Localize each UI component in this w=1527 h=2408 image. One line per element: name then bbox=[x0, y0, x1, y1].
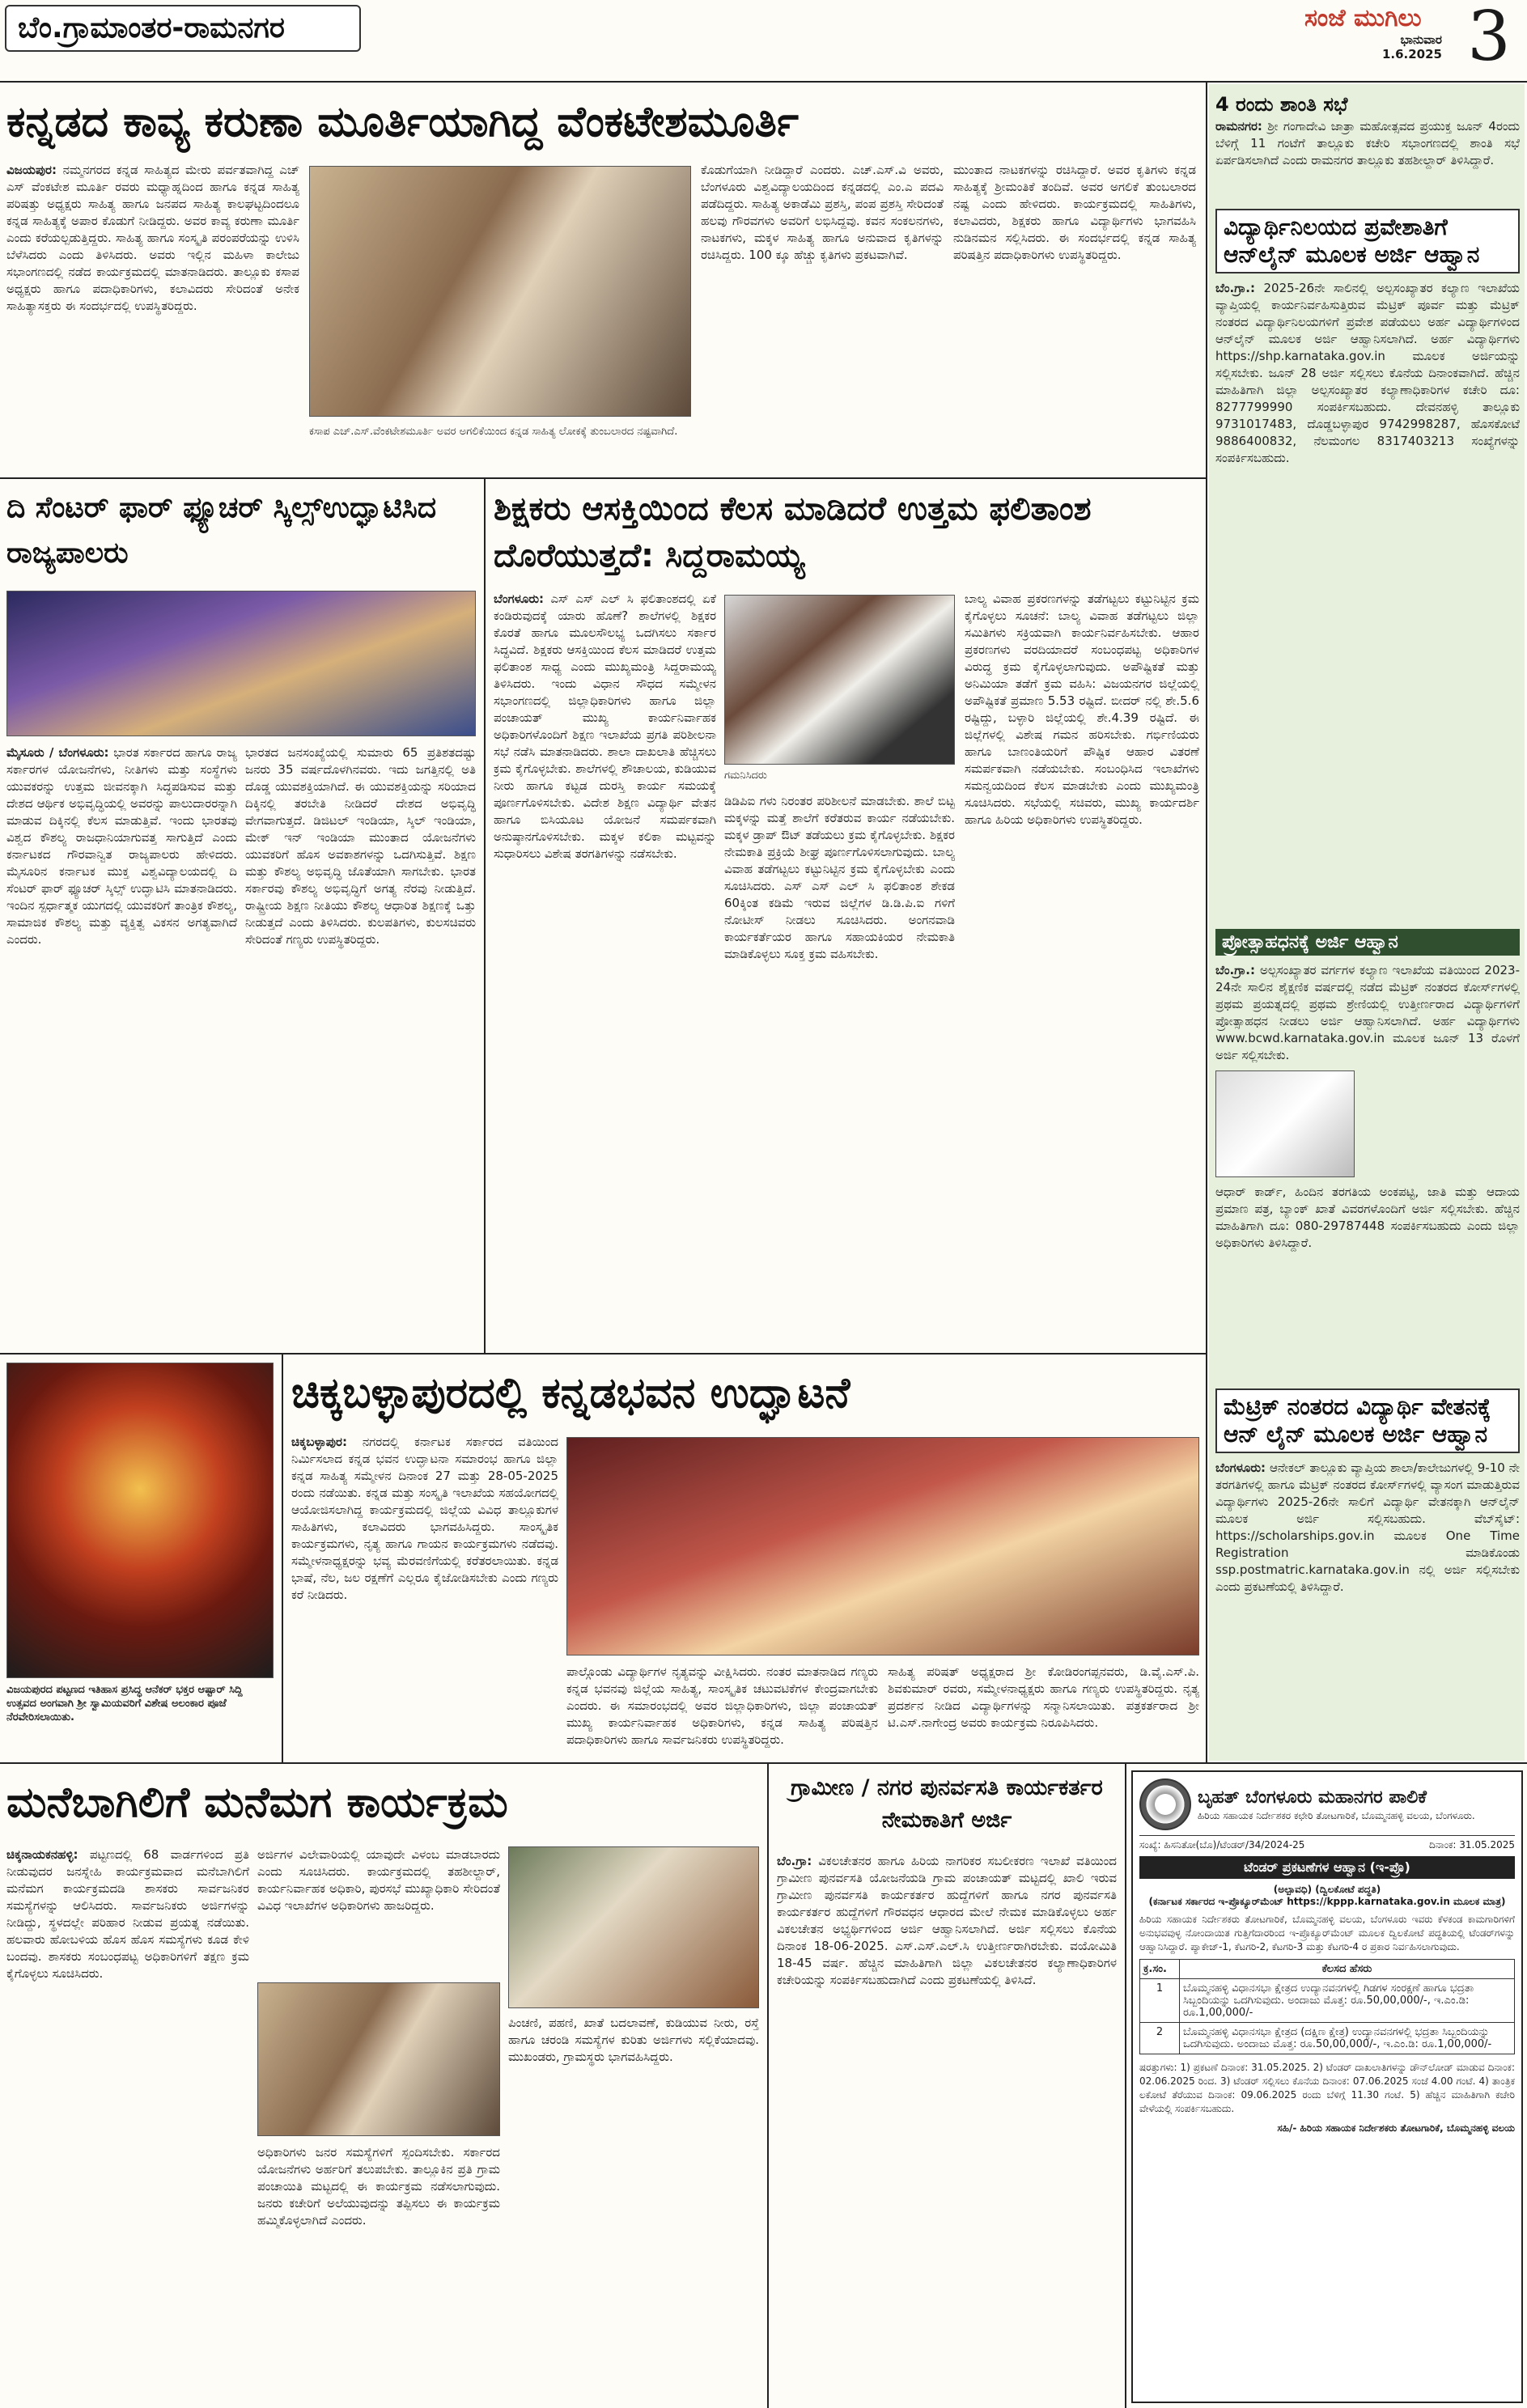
article-2-headline: ದಿ ಸೆಂಟರ್ ಫಾರ್ ಫ್ಯೂಚರ್ ಸ್ಕಿಲ್ಸ್‌ಉದ್ಘಾಟಿಸಿದ ರಾಜ್ಯಪಾಲರು bbox=[6, 491, 437, 570]
tender-notes: ಷರತ್ತುಗಳು: 1) ಪ್ರಕಟಣೆ ದಿನಾಂಕ: 31.05.2025. 2) ಟೆಂಡರ್ ದಾಖಲಾತಿಗಳನ್ನು ಡೌನ್‌ಲೋಡ್ ಮಾಡುವ ದಿನಾಂಕ: 02.06.2025 ರಿಂದ. 3) ಟೆಂಡರ್ ಸಲ್ಲಿಸಲು ಕೊನೆಯ ದಿನಾಂಕ: 07.06.2025 ಸಂಜೆ 4.00 ಗಂಟೆ. 4) ತಾಂತ್ರಿಕ ಲಕೋಟೆ ತೆರೆಯುವ ದಿನಾಂಕ: 09.06.2025 ರಂದು ಬೆಳಿಗ್ಗೆ 11.30 ಗಂಟೆ. 5) ಹೆಚ್ಚಿನ ಮಾಹಿತಿಗಾಗಿ ಕಚೇರಿ ವೇಳೆಯಲ್ಲಿ ಸಂಪರ್ಕಿಸಬಹುದು. bbox=[1139, 2062, 1515, 2114]
tender-table bbox=[1139, 1959, 1515, 2054]
sidebar-4 bbox=[1215, 1388, 1520, 1757]
row-sl: 1 bbox=[1140, 1979, 1180, 2023]
sidebar-1 bbox=[1215, 91, 1520, 204]
tender-notice bbox=[1131, 1770, 1523, 2403]
tender-intro: ಹಿರಿಯ ಸಹಾಯಕ ನಿರ್ದೇಶಕರು ತೋಟಗಾರಿಕೆ, ಬೊಮ್ಮನಹಳ್ಳಿ ವಲಯ, ಬೆಂಗಳೂರು ಇವರು ಕೆಳಕಂಡ ಕಾಮಗಾರಿಗಳಿಗೆ ಅನುಭವವುಳ್ಳ ನೋಂದಾಯಿತ ಗುತ್ತಿಗೆದಾರರಿಂದ ಇ-ಪ್ರೊಕ್ಯೂರ್‌ಮೆಂಟ್ ಮೂಲಕ ದ್ವಿಲಕೋಟೆ ಪದ್ಧತಿಯಲ್ಲಿ ಟೆಂಡರ್‌ಗಳನ್ನು ಆಹ್ವಾನಿಸಿದ್ದಾರೆ. ಪ್ಯಾಕೇಜ್-1, ಕೆಟಗರಿ-2, ಕೆಟಗರಿ-3 ಮತ್ತು ಕೆಟಗರಿ-4 ರ ಪ್ರಕಾರ ನಿರ್ವಹಿಸಲಾಗುವುದು. bbox=[1139, 1914, 1515, 1952]
article-1-caption: ಕಸಾಪ ಎಚ್.ಎಸ್.ವೆಂಕಟೇಶಮೂರ್ತಿ ಅವರ ಅಗಲಿಕೆಯಿಂದ ಕನ್ನಡ ಸಾಹಿತ್ಯ ಲೋಕಕ್ಕೆ ತುಂಬಲಾರದ ನಷ್ಟವಾಗಿದೆ. bbox=[309, 426, 678, 438]
article-1-dateline: ವಿಜಯಪುರ: bbox=[6, 163, 57, 177]
bbmp-emblem-icon bbox=[1139, 1778, 1191, 1830]
article-3-col3: ಬಾಲ್ಯ ವಿವಾಹ ಪ್ರಕರಣಗಳನ್ನು ತಡೆಗಟ್ಟಲು ಕಟ್ಟುನಿಟ್ಟಿನ ಕ್ರಮ ಕೈಗೊಳ್ಳಲು ಸೂಚನೆ: ಬಾಲ್ಯ ವಿವಾಹ ತಡೆಗಟ್ಟಲು ಜಿಲ್ಲಾ ಸಮಿತಿಗಳು ಸಕ್ರಿಯವಾಗಿ ಕಾರ್ಯನಿರ್ವಹಿಸಬೇಕು. ಆಹಾರ ಪ್ರಕರಣಗಳು ವರದಿಯಾದರೆ ಸಂಬಂಧಪಟ್ಟ ಅಧಿಕಾರಿಗಳ ವಿರುದ್ಧ ಕ್ರಮ ಕೈಗೊಳ್ಳಲಾಗುವುದು. ಅಪೌಷ್ಟಿಕತೆ ಮತ್ತು ಅನಿಮಿಯಾ ತಡೆಗೆ ಕ್ರಮ ವಹಿಸಿ: ವಿಜಯನಗರ ಜಿಲ್ಲೆಯಲ್ಲಿ ಅಪೌಷ್ಟಿಕತೆ ಪ್ರಮಾಣ 5.53 ರಷ್ಟಿದೆ. ಬೀದರ್ ನಲ್ಲಿ ಶೇ.5.6 ರಷ್ಟಿದ್ದು, ಬಳ್ಳಾರಿ ಜಿಲ್ಲೆಯಲ್ಲಿ ಶೇ.4.39 ರಷ್ಟಿದೆ. ಈ ಜಿಲ್ಲೆಗಳಲ್ಲಿ ವಿಶೇಷ ಗಮನ ಹರಿಸಬೇಕು. ಗರ್ಭಿಣಿಯರು ಹಾಗೂ ಬಾಣಂತಿಯರಿಗೆ ಪೌಷ್ಟಿಕ ಆಹಾರ ವಿತರಣೆ ಸಮರ್ಪಕವಾಗಿ ನಡೆಯಬೇಕು. ಸಂಬಂಧಿಸಿದ ಇಲಾಖೆಗಳು ಸಮನ್ವಯದಿಂದ ಕೆಲಸ ಮಾಡಬೇಕು ಎಂದು ಮುಖ್ಯಮಂತ್ರಿ ಸೂಚಿಸಿದರು. ಸಭೆಯಲ್ಲಿ ಸಚಿವರು, ಮುಖ್ಯ ಕಾರ್ಯದರ್ಶಿ ಹಾಗೂ ಹಿರಿಯ ಅಧಿಕಾರಿಗಳು ಉಪಸ್ಥಿತರಿದ್ದರು. bbox=[965, 591, 1199, 827]
article-5-col4: ಪಿಂಚಣಿ, ಪಹಣಿ, ಖಾತೆ ಬದಲಾವಣೆ, ಕುಡಿಯುವ ನೀರು, ರಸ್ತೆ ಹಾಗೂ ಚರಂಡಿ ಸಮಸ್ಯೆಗಳ ಕುರಿತು ಅರ್ಜಿಗಳು ಸಲ್ಲಿಕೆಯಾದವು. ಮುಖಂಡರು, ಗ್ರಾಮಸ್ಥರು ಭಾಗವಹಿಸಿದ್ದರು. bbox=[508, 2016, 759, 2064]
sidebar-1-body: ರಾಮನಗರ: ಶ್ರೀ ಗಂಗಾದೇವಿ ಜಾತ್ರಾ ಮಹೋತ್ಸವದ ಪ್ರಯುಕ್ತ ಜೂನ್ 4ರಂದು ಬೆಳಿಗ್ಗೆ 11 ಗಂಟೆಗೆ ತಾಲ್ಲೂಕು ಕಚೇರಿ ಸಭಾಂಗಣದಲ್ಲಿ ಶಾಂತಿ ಸಭೆ ಏರ್ಪಡಿಸಲಾಗಿದೆ ಎಂದು ರಾಮನಗರ ತಾಲ್ಲೂಕು ತಹಶೀಲ್ದಾರ್ ತಿಳಿಸಿದ್ದಾರೆ. bbox=[1215, 119, 1520, 167]
article-2-photo bbox=[6, 591, 476, 736]
article-4-col1: ಚಿಕ್ಕಬಳ್ಳಾಪುರ: ನಗರದಲ್ಲಿ ಕರ್ನಾಟಕ ಸರ್ಕಾರದ ವತಿಯಿಂದ ನಿರ್ಮಿಸಲಾದ ಕನ್ನಡ ಭವನ ಉದ್ಘಾಟನಾ ಸಮಾರಂಭ ಹಾಗೂ ಜಿಲ್ಲಾ ಕನ್ನಡ ಸಾಹಿತ್ಯ ಸಮ್ಮೇಳನ ದಿನಾಂಕ 27 ಮತ್ತು 28-05-2025 ರಂದು ನಡೆಯಿತು. ಕನ್ನಡ ಮತ್ತು ಸಂಸ್ಕೃತಿ ಇಲಾಖೆಯ ಸಹಯೋಗದಲ್ಲಿ ಆಯೋಜಿಸಲಾಗಿದ್ದ ಕಾರ್ಯಕ್ರಮದಲ್ಲಿ ಜಿಲ್ಲೆಯ ವಿವಿಧ ತಾಲ್ಲೂಕುಗಳ ಸಾಹಿತಿಗಳು, ಕಲಾವಿದರು ಭಾಗವಹಿಸಿದ್ದರು. ಸಾಂಸ್ಕೃತಿಕ ಕಾರ್ಯಕ್ರಮಗಳು, ನೃತ್ಯ ಹಾಗೂ ಗಾಯನ ಕಾರ್ಯಕ್ರಮಗಳು ನಡೆದವು. ಸಮ್ಮೇಳನಾಧ್ಯಕ್ಷರನ್ನು ಭವ್ಯ ಮೆರವಣಿಗೆಯಲ್ಲಿ ಕರೆತರಲಾಯಿತು. ಕನ್ನಡ ಭಾಷೆ, ನೆಲ, ಜಲ ರಕ್ಷಣೆಗೆ ಎಲ್ಲರೂ ಕೈಜೋಡಿಸಬೇಕು ಎಂದು ಗಣ್ಯರು ಕರೆ ನೀಡಿದರು. bbox=[291, 1435, 558, 1602]
table-row bbox=[1140, 2023, 1515, 2054]
article-4-photo bbox=[566, 1437, 1199, 1656]
tender-banner: ಟೆಂಡರ್ ಪ್ರಕಟಣೆಗಳ ಆಹ್ವಾನ (ಇ-ಪ್ರೊ) bbox=[1139, 1856, 1515, 1879]
article-4-col2: ಪಾಲ್ಗೊಂಡು ವಿದ್ಯಾರ್ಥಿಗಳ ನೃತ್ಯವನ್ನು ವೀಕ್ಷಿಸಿದರು. ನಂತರ ಮಾತನಾಡಿದ ಗಣ್ಯರು ಕನ್ನಡ ಭವನವು ಜಿಲ್ಲೆಯ ಸಾಹಿತ್ಯ, ಸಾಂಸ್ಕೃತಿಕ ಚಟುವಟಿಕೆಗಳ ಕೇಂದ್ರವಾಗಬೇಕು ಎಂದರು. ಈ ಸಮಾರಂಭದಲ್ಲಿ ಅವರ ಜಿಲ್ಲಾಧಿಕಾರಿಗಳು, ಜಿಲ್ಲಾ ಪಂಚಾಯತ್ ಮುಖ್ಯ ಕಾರ್ಯನಿರ್ವಾಹಕ ಅಧಿಕಾರಿಗಳು, ಕನ್ನಡ ಸಾಹಿತ್ಯ ಪರಿಷತ್ತಿನ ಪದಾಧಿಕಾರಿಗಳು ಹಾಗೂ ಸಾರ್ವಜನಿಕರು ಉಪಸ್ಥಿತರಿದ್ದರು. bbox=[566, 1664, 878, 1747]
article-5-photo-2 bbox=[508, 1846, 759, 2008]
sidebar-2 bbox=[1215, 209, 1520, 921]
section-tag bbox=[5, 5, 361, 52]
tender-ref: ಸಂಖ್ಯೆ: ಹಿಸನಿತೋ(ಬೊ)/ಟೆಂಡರ್/34/2024-25 bbox=[1139, 1839, 1305, 1851]
article-3-caption: ಗಮನಿಸಿದರು bbox=[724, 769, 767, 782]
issue-date: 1.6.2025 bbox=[1381, 47, 1442, 61]
article-6-body: ಬೆಂ.ಗ್ರಾ: ವಿಕಲಚೇತನರ ಹಾಗೂ ಹಿರಿಯ ನಾಗರಿಕರ ಸಬಲೀಕರಣ ಇಲಾಖೆ ವತಿಯಿಂದ ಗ್ರಾಮೀಣ ಪುನರ್ವಸತಿ ಯೋಜನೆಯಡಿ ಗ್ರಾಮ ಪಂಚಾಯತ್ ಮಟ್ಟದಲ್ಲಿ ಖಾಲಿ ಇರುವ ಗ್ರಾಮೀಣ ಪುನರ್ವಸತಿ ಕಾರ್ಯಕರ್ತರ ಹುದ್ದೆಗಳಿಗೆ ಹಾಗೂ ನಗರ ಪುನರ್ವಸತಿ ಕಾರ್ಯಕರ್ತರ ಹುದ್ದೆಗಳಿಗೆ ಗೌರವಧನ ಆಧಾರದ ಮೇಲೆ ನೇಮಕ ಮಾಡಿಕೊಳ್ಳಲು ಅರ್ಹ ವಿಕಲಚೇತನ ಅಭ್ಯರ್ಥಿಗಳಿಂದ ಅರ್ಜಿ ಆಹ್ವಾನಿಸಲಾಗಿದೆ. ಅರ್ಜಿ ಸಲ್ಲಿಸಲು ಕೊನೆಯ ದಿನಾಂಕ 18-06-2025. ಎಸ್.ಎಸ್.ಎಲ್.ಸಿ ಉತ್ತೀರ್ಣರಾಗಿರಬೇಕು. ವಯೋಮಿತಿ 18-45 ವರ್ಷ. ಹೆಚ್ಚಿನ ಮಾಹಿತಿಗಾಗಿ ಜಿಲ್ಲಾ ವಿಕಲಚೇತನರ ಕಲ್ಯಾಣಾಧಿಕಾರಿಗಳ ಕಚೇರಿಯನ್ನು ಸಂಪರ್ಕಿಸಬಹುದಾಗಿದೆ ಎಂದು ಪ್ರಕಟಣೆಯಲ್ಲಿ ತಿಳಿಸಿದೆ. bbox=[777, 1854, 1117, 1987]
column-header-work: ಕೆಲಸದ ಹೆಸರು bbox=[1180, 1960, 1515, 1979]
sidebar-2-title: ವಿದ್ಯಾರ್ಥಿನಿಲಯದ ಪ್ರವೇಶಾತಿಗೆ ಆನ್‌ಲೈನ್ ಮೂಲಕ ಅರ್ಜಿ ಆಹ್ವಾನ bbox=[1215, 209, 1520, 273]
article-1-col1: ವಿಜಯಪುರ: ನಮ್ಮನಗರದ ಕನ್ನಡ ಸಾಹಿತ್ಯದ ಮೇರು ಪರ್ವತವಾಗಿದ್ದ ಎಚ್ ಎಸ್ ವೆಂಕಟೇಶ ಮೂರ್ತಿ ರವರು ಮಧ್ಯಾಹ್ನದಿಂದ ಹಾಗೂ ಕನ್ನಡ ಸಾಹಿತ್ಯ ಪರಿಷತ್ತು ಅಧ್ಯಕ್ಷರು ಸಾಹಿತ್ಯ ಹಾಗೂ ಜನಪದ ಸಾಹಿತ್ಯ ಕಾಲಘಟ್ಟದಿಂದಲೂ ಕನ್ನಡ ಸಾಹಿತ್ಯಕ್ಕೆ ಅಪಾರ ಕೊಡುಗೆ ನೀಡಿದ್ದರು. ಅವರ ಕಾವ್ಯ ಕರುಣಾ ಮೂರ್ತಿ ಎಂದು ಕರೆಯಲ್ಪಡುತ್ತಿದ್ದರು. ಸಾಹಿತ್ಯ ಹಾಗೂ ಸಂಸ್ಕೃತಿ ಪರಂಪರೆಯನ್ನು ಉಳಿಸಿ ಬೆಳೆಸಿದರು ಎಂದು ತಿಳಿಸಿದರು. ಅವರು ಇಲ್ಲಿನ ಮಹಿಳಾ ಕಾಲೇಜು ಸಭಾಂಗಣದಲ್ಲಿ ನಡೆದ ಕಾರ್ಯಕ್ರಮದಲ್ಲಿ ಮಾತನಾಡಿದರು. ತಾಲ್ಲೂಕು ಕಸಾಪ ಅಧ್ಯಕ್ಷರು ಹಾಗೂ ಪದಾಧಿಕಾರಿಗಳು, ಕಲಾವಿದರು ಸೇರಿದಂತೆ ಅನೇಕ ಸಾಹಿತ್ಯಾಸಕ್ತರು ಈ ಸಂದರ್ಭದಲ್ಲಿ ಉಪಸ್ಥಿತರಿದ್ದರು. bbox=[6, 163, 299, 313]
table-row bbox=[1140, 1979, 1515, 2023]
article-1-photo bbox=[309, 166, 691, 417]
article-4-headline: ಚಿಕ್ಕಬಳ್ಳಾಪುರದಲ್ಲಿ ಕನ್ನಡಭವನ ಉದ್ಘಾಟನೆ bbox=[291, 1369, 850, 1418]
masthead-logo bbox=[1304, 5, 1450, 61]
row-work: ಬೊಮ್ಮನಹಳ್ಳಿ ವಿಧಾನಸಭಾ ಕ್ಷೇತ್ರದ (ದಕ್ಷಿಣ ಕ್ಷೇತ್ರ) ಉದ್ಯಾನವನಗಳಲ್ಲಿ ಭದ್ರತಾ ಸಿಬ್ಬಂದಿಯನ್ನು ಒದಗಿಸುವುದು. ಅಂದಾಜು ಮೊತ್ತ: ರೂ.50,00,000/-, ಇ.ಎಂ.ಡಿ: ರೂ.1,00,000/- bbox=[1180, 2023, 1515, 2054]
article-1-col3: ಕೊಡುಗೆಯಾಗಿ ನೀಡಿದ್ದಾರೆ ಎಂದರು. ಎಚ್.ಎಸ್.ವಿ ಅವರು, ಬೆಂಗಳೂರು ವಿಶ್ವವಿದ್ಯಾಲಯದಿಂದ ಕನ್ನಡದಲ್ಲಿ ಎಂ.ಎ ಪದವಿ ಪಡೆದಿದ್ದರು. ಸಾಹಿತ್ಯ ಅಕಾಡೆಮಿ ಪ್ರಶಸ್ತಿ, ಪಂಪ ಪ್ರಶಸ್ತಿ ಸೇರಿದಂತೆ ಹಲವು ಗೌರವಗಳು ಅವರಿಗೆ ಲಭಿಸಿದ್ದವು. ಕವನ ಸಂಕಲನಗಳು, ನಾಟಕಗಳು, ಮಕ್ಕಳ ಸಾಹಿತ್ಯ ಹಾಗೂ ಅನುವಾದ ಕೃತಿಗಳನ್ನು ರಚಿಸಿದ್ದರು. 100 ಕ್ಕೂ ಹೆಚ್ಚು ಕೃತಿಗಳು ಪ್ರಕಟವಾಗಿವೆ. bbox=[701, 163, 944, 262]
tender-date: ದಿನಾಂಕ: 31.05.2025 bbox=[1429, 1839, 1515, 1851]
table-header-row bbox=[1140, 1960, 1515, 1979]
article-5-col2b: ಅಧಿಕಾರಿಗಳು ಜನರ ಸಮಸ್ಯೆಗಳಿಗೆ ಸ್ಪಂದಿಸಬೇಕು. ಸರ್ಕಾರದ ಯೋಜನೆಗಳು ಅರ್ಹರಿಗೆ ತಲುಪಬೇಕು. ತಾಲ್ಲೂಕಿನ ಪ್ರತಿ ಗ್ರಾಮ ಪಂಚಾಯಿತಿ ಮಟ್ಟದಲ್ಲಿ ಈ ಕಾರ್ಯಕ್ರಮ ನಡೆಸಲಾಗುವುದು. ಜನರು ಕಚೇರಿಗೆ ಅಲೆಯುವುದನ್ನು ತಪ್ಪಿಸಲು ಈ ಕಾರ್ಯಕ್ರಮ ಹಮ್ಮಿಕೊಳ್ಳಲಾಗಿದೆ ಎಂದರು. bbox=[257, 2145, 500, 2228]
article-2-dateline: ಮೈಸೂರು / ಬೆಂಗಳೂರು: bbox=[6, 745, 109, 760]
issue-day: ಭಾನುವಾರ bbox=[1400, 32, 1442, 47]
row-work: ಬೊಮ್ಮನಹಳ್ಳಿ ವಿಧಾನಸಭಾ ಕ್ಷೇತ್ರದ ಉದ್ಯಾನವನಗಳಲ್ಲಿ ಗಿಡಗಳ ಸಂರಕ್ಷಣೆ ಹಾಗೂ ಭದ್ರತಾ ಸಿಬ್ಬಂದಿಯನ್ನು ಒದಗಿಸುವುದು. ಅಂದಾಜು ಮೊತ್ತ: ರೂ.50,00,000/-, ಇ.ಎಂ.ಡಿ: ರೂ.1,00,000/- bbox=[1180, 1979, 1515, 2023]
article-2-col1: ಮೈಸೂರು / ಬೆಂಗಳೂರು: ಭಾರತ ಸರ್ಕಾರದ ಹಾಗೂ ರಾಜ್ಯ ಸರ್ಕಾರಗಳ ಯೋಜನೆಗಳು, ನೀತಿಗಳು ಮತ್ತು ಸಂಸ್ಥೆಗಳು ಯುವಕರನ್ನು ಉತ್ತಮ ಜೀವನಕ್ಕಾಗಿ ಸಿದ್ಧಪಡಿಸುವ ಮತ್ತು ದೇಶದ ಆರ್ಥಿಕ ಅಭಿವೃದ್ಧಿಯಲ್ಲಿ ಅವರನ್ನು ಪಾಲುದಾರರನ್ನಾಗಿ ಮಾಡುವ ದಿಕ್ಕಿನಲ್ಲಿ ಕೆಲಸ ಮಾಡುತ್ತಿವೆ. ಇಂದು ಭಾರತವು ವಿಶ್ವದ ಕೌಶಲ್ಯ ರಾಜಧಾನಿಯಾಗುವತ್ತ ಸಾಗುತ್ತಿದೆ ಎಂದು ಕರ್ನಾಟಕದ ಗೌರವಾನ್ವಿತ ರಾಜ್ಯಪಾಲರು ಹೇಳಿದರು. ಮೈಸೂರಿನ ಕರ್ನಾಟಕ ಮುಕ್ತ ವಿಶ್ವವಿದ್ಯಾಲಯದಲ್ಲಿ ದಿ ಸೆಂಟರ್ ಫಾರ್ ಫ್ಯೂಚರ್ ಸ್ಕಿಲ್ಸ್ ಉದ್ಘಾಟಿಸಿ ಮಾತನಾಡಿದರು. ಇಂದಿನ ಸ್ಪರ್ಧಾತ್ಮಕ ಯುಗದಲ್ಲಿ ಯುವಕರಿಗೆ ತಾಂತ್ರಿಕ ಕೌಶಲ್ಯ, ಸಾಮಾಜಿಕ ಕೌಶಲ್ಯ ಮತ್ತು ವ್ಯಕ್ತಿತ್ವ ವಿಕಸನ ಅಗತ್ಯವಾಗಿದೆ ಎಂದರು. bbox=[6, 745, 237, 947]
tender-signature: ಸಹಿ/- ಹಿರಿಯ ಸಹಾಯಕ ನಿರ್ದೇಶಕರು ತೋಟಗಾರಿಕೆ, ಬೊಮ್ಮನಹಳ್ಳಿ ವಲಯ bbox=[1277, 2122, 1515, 2134]
sidebar-3-body: ಬೆಂ.ಗ್ರಾ.: ಅಲ್ಪಸಂಖ್ಯಾತರ ವರ್ಗಗಳ ಕಲ್ಯಾಣ ಇಲಾಖೆಯ ವತಿಯಿಂದ 2023-24ನೇ ಸಾಲಿನ ಶೈಕ್ಷಣಿಕ ವರ್ಷದಲ್ಲಿ ನಡೆದ ಮೆಟ್ರಿಕ್ ನಂತರದ ಕೋರ್ಸ್‌ಗಳಲ್ಲಿ ಪ್ರಥಮ ಪ್ರಯತ್ನದಲ್ಲಿ ಪ್ರಥಮ ಶ್ರೇಣಿಯಲ್ಲಿ ಉತ್ತೀರ್ಣರಾದ ವಿದ್ಯಾರ್ಥಿಗಳಿಗೆ ಪ್ರೋತ್ಸಾಹಧನ ನೀಡಲು ಅರ್ಜಿ ಆಹ್ವಾನಿಸಲಾಗಿದೆ. ಅರ್ಹ ವಿದ್ಯಾರ್ಥಿಗಳು www.bcwd.karnataka.gov.in ಮೂಲಕ ಜೂನ್ 13 ರೊಳಗೆ ಅರ್ಜಿ ಸಲ್ಲಿಸಬೇಕು. bbox=[1215, 963, 1520, 1062]
article-3-headline: ಶಿಕ್ಷಕರು ಆಸಕ್ತಿಯಿಂದ ಕೆಲಸ ಮಾಡಿದರೆ ಉತ್ತಮ ಫಲಿತಾಂಶ ದೊರೆಯುತ್ತದೆ: ಸಿದ್ದರಾಮಯ್ಯ bbox=[494, 490, 1092, 574]
article-6-headline: ಗ್ರಾಮೀಣ / ನಗರ ಪುನರ್ವಸತಿ ಕಾರ್ಯಕರ್ತರ ನೇಮಕಾತಿಗೆ ಅರ್ಜಿ bbox=[791, 1775, 1103, 1833]
section-title: ಬೆಂ.ಗ್ರಾಮಾಂತರ-ರಾಮನಗರ bbox=[18, 11, 285, 45]
article-5-headline: ಮನೆಬಾಗಿಲಿಗೆ ಮನೆಮಗ ಕಾರ್ಯಕ್ರಮ bbox=[6, 1778, 508, 1827]
sidebar-4-title: ಮೆಟ್ರಿಕ್ ನಂತರದ ವಿದ್ಯಾರ್ಥಿ ವೇತನಕ್ಕೆ ಆನ್ ಲೈನ್ ಮೂಲಕ ಅರ್ಜಿ ಆಹ್ವಾನ bbox=[1215, 1388, 1520, 1453]
row-sl: 2 bbox=[1140, 2023, 1180, 2054]
article-4-dateline: ಚಿಕ್ಕಬಳ್ಳಾಪುರ: bbox=[291, 1435, 347, 1449]
article-3-col2: ಡಿಡಿಪಿಐ ಗಳು ನಿರಂತರ ಪರಿಶೀಲನೆ ಮಾಡಬೇಕು. ಶಾಲೆ ಬಿಟ್ಟ ಮಕ್ಕಳನ್ನು ಮತ್ತೆ ಶಾಲೆಗೆ ಕರೆತರುವ ಕಾರ್ಯ ನಡೆಯಬೇಕು. ಮಕ್ಕಳ ಡ್ರಾಪ್ ಔಟ್ ತಡೆಯಲು ಕ್ರಮ ಕೈಗೊಳ್ಳಬೇಕು. ಶಿಕ್ಷಕರ ನೇಮಕಾತಿ ಪ್ರಕ್ರಿಯೆ ಶೀಘ್ರ ಪೂರ್ಣಗೊಳಿಸಲಾಗುವುದು. ಬಾಲ್ಯ ವಿವಾಹ ತಡೆಗಟ್ಟಲು ಕಟ್ಟುನಿಟ್ಟಿನ ಕ್ರಮ ಕೈಗೊಳ್ಳಬೇಕು ಎಂದು ಸೂಚಿಸಿದರು. ಎಸ್ ಎಸ್ ಎಲ್ ಸಿ ಫಲಿತಾಂಶ ಶೇಕಡ 60ಕ್ಕಿಂತ ಕಡಿಮೆ ಇರುವ ಜಿಲ್ಲೆಗಳ ಡಿ.ಡಿ.ಪಿ.ಐ ಗಳಿಗೆ ನೋಟೀಸ್ ನೀಡಲು ಸೂಚಿಸಿದರು. ಅಂಗನವಾಡಿ ಕಾರ್ಯಕರ್ತೆಯರ ಹಾಗೂ ಸಹಾಯಕಿಯರ ನೇಮಕಾತಿ ಮಾಡಿಕೊಳ್ಳಲು ಸೂಕ್ತ ಕ್ರಮ ವಹಿಸಬೇಕು. bbox=[724, 794, 955, 961]
sidebar-4-body: ಬೆಂಗಳೂರು: ಆನೇಕಲ್ ತಾಲ್ಲೂಕು ವ್ಯಾಪ್ತಿಯ ಶಾಲಾ/ಕಾಲೇಜುಗಳಲ್ಲಿ 9-10 ನೇ ತರಗತಿಗಳಲ್ಲಿ ಹಾಗೂ ಮೆಟ್ರಿಕ್ ನಂತರದ ಕೋರ್ಸ್‌ಗಳಲ್ಲಿ ವ್ಯಾಸಂಗ ಮಾಡುತ್ತಿರುವ ವಿದ್ಯಾರ್ಥಿಗಳು 2025-26ನೇ ಸಾಲಿಗೆ ವಿದ್ಯಾರ್ಥಿ ವೇತನಕ್ಕಾಗಿ ಆನ್‌ಲೈನ್ ಮೂಲಕ ಅರ್ಜಿ ಸಲ್ಲಿಸಬಹುದು. ವೆಬ್‌ಸೈಟ್: https://scholarships.gov.in ಮೂಲಕ One Time Registration ಮಾಡಿಕೊಂಡು ssp.postmatric.karnataka.gov.in ನಲ್ಲಿ ಅರ್ಜಿ ಸಲ್ಲಿಸಬೇಕು ಎಂದು ಪ್ರಕಟಣೆಯಲ್ಲಿ ತಿಳಿಸಿದ್ದಾರೆ. bbox=[1215, 1460, 1520, 1594]
temple-caption: ವಿಜಯಪುರದ ಪಟ್ಟಣದ ಇತಿಹಾಸ ಪ್ರಸಿದ್ಧ ಆನೆಕರ್ ಭಕ್ತರ ಆಷ್ಟಾರ್ ಸಿದ್ದಿ ಉತ್ಸವದ ಅಂಗವಾಗಿ ಶ್ರೀ ಸ್ವಾಮಿಯವರಿಗೆ ವಿಶೇಷ ಅಲಂಕಾರ ಪೂಜೆ ನೆರವೇರಿಸಲಾಯಿತು. bbox=[6, 1684, 243, 1723]
paper-name: ಸಂಜೆ ಮುಗಿಲು bbox=[1304, 5, 1422, 32]
tender-sub: (ಅಲ್ಪಾವಧಿ) (ದ್ವಿಲಕೋಟೆ ಪದ್ಧತಿ) bbox=[1273, 1884, 1381, 1895]
article-3-photo bbox=[724, 595, 955, 765]
tender-portal: (ಕರ್ನಾಟಕ ಸರ್ಕಾರದ ಇ-ಪ್ರೊಕ್ಯೂರ್‌ಮೆಂಟ್ https://kppp.karnataka.gov.in ಮೂಲಕ ಮಾತ್ರ) bbox=[1148, 1896, 1506, 1907]
sidebar-1-title: 4 ರಂದು ಶಾಂತಿ ಸಭೆ bbox=[1215, 93, 1348, 116]
sidebar-3 bbox=[1215, 929, 1520, 1382]
article-2-col2: ಭಾರತದ ಜನಸಂಖ್ಯೆಯಲ್ಲಿ ಸುಮಾರು 65 ಪ್ರತಿಶತದಷ್ಟು ಜನರು 35 ವರ್ಷದೊಳಗಿನವರು. ಇದು ಜಗತ್ತಿನಲ್ಲಿ ಅತಿ ದೊಡ್ಡ ಯುವಶಕ್ತಿಯಾಗಿದೆ. ಈ ಯುವಶಕ್ತಿಯನ್ನು ಸರಿಯಾದ ದಿಕ್ಕಿನಲ್ಲಿ ತರಬೇತಿ ನೀಡಿದರೆ ದೇಶದ ಅಭಿವೃದ್ಧಿ ವೇಗವಾಗುತ್ತದೆ. ಡಿಜಿಟಲ್ ಇಂಡಿಯಾ, ಸ್ಕಿಲ್ ಇಂಡಿಯಾ, ಮೇಕ್ ಇನ್ ಇಂಡಿಯಾ ಮುಂತಾದ ಯೋಜನೆಗಳು ಯುವಕರಿಗೆ ಹೊಸ ಅವಕಾಶಗಳನ್ನು ಒದಗಿಸುತ್ತಿವೆ. ಶಿಕ್ಷಣ ಮತ್ತು ಕೌಶಲ್ಯ ಅಭಿವೃದ್ಧಿ ಜೊತೆಯಾಗಿ ಸಾಗಬೇಕು. ಭಾರತ ಸರ್ಕಾರವು ಕೌಶಲ್ಯ ಅಭಿವೃದ್ಧಿಗೆ ಅಗತ್ಯ ನೆರವು ನೀಡುತ್ತಿದೆ. ರಾಷ್ಟ್ರೀಯ ಶಿಕ್ಷಣ ನೀತಿಯು ಕೌಶಲ್ಯ ಆಧಾರಿತ ಶಿಕ್ಷಣಕ್ಕೆ ಒತ್ತು ನೀಡುತ್ತದೆ ಎಂದು ತಿಳಿಸಿದರು. ಕುಲಪತಿಗಳು, ಕುಲಸಚಿವರು ಸೇರಿದಂತೆ ಗಣ್ಯರು ಉಪಸ್ಥಿತರಿದ್ದರು. bbox=[245, 745, 476, 947]
article-3-dateline: ಬೆಂಗಳೂರು: bbox=[494, 591, 545, 606]
article-5-dateline: ಚಿಕ್ಕನಾಯಕನಹಳ್ಳಿ: bbox=[6, 1847, 78, 1862]
sidebar-3-photo bbox=[1215, 1070, 1355, 1177]
article-1-headline: ಕನ್ನಡದ ಕಾವ್ಯ ಕರುಣಾ ಮೂರ್ತಿಯಾಗಿದ್ದ ವೆಂಕಟೇಶಮೂರ್ತಿ bbox=[6, 98, 799, 146]
tender-office: ಹಿರಿಯ ಸಹಾಯಕ ನಿರ್ದೇಶಕರ ಕಛೇರಿ ತೋಟಗಾರಿಕೆ, ಬೊಮ್ಮನಹಳ್ಳಿ ವಲಯ, ಬೆಂಗಳೂರು. bbox=[1198, 1810, 1475, 1821]
article-6-dateline: ಬೆಂ.ಗ್ರಾ: bbox=[777, 1854, 812, 1868]
article-5-photo-1 bbox=[257, 1982, 500, 2136]
article-1-col4: ಮುಂತಾದ ನಾಟಕಗಳನ್ನು ರಚಿಸಿದ್ದಾರೆ. ಅವರ ಕೃತಿಗಳು ಕನ್ನಡ ಸಾಹಿತ್ಯಕ್ಕೆ ಶ್ರೀಮಂತಿಕೆ ತಂದಿವೆ. ಅವರ ಅಗಲಿಕೆ ತುಂಬಲಾರದ ನಷ್ಟ ಎಂದು ಹೇಳಿದರು. ಕಾರ್ಯಕ್ರಮದಲ್ಲಿ ಸಾಹಿತಿಗಳು, ಕಲಾವಿದರು, ಶಿಕ್ಷಕರು ಹಾಗೂ ವಿದ್ಯಾರ್ಥಿಗಳು ಭಾಗವಹಿಸಿ ನುಡಿನಮನ ಸಲ್ಲಿಸಿದರು. ಈ ಸಂದರ್ಭದಲ್ಲಿ ಕನ್ನಡ ಸಾಹಿತ್ಯ ಪರಿಷತ್ತಿನ ಪದಾಧಿಕಾರಿಗಳು ಉಪಸ್ಥಿತರಿದ್ದರು. bbox=[953, 163, 1196, 262]
sidebar-3-body2: ಆಧಾರ್ ಕಾರ್ಡ್, ಹಿಂದಿನ ತರಗತಿಯ ಅಂಕಪಟ್ಟಿ, ಜಾತಿ ಮತ್ತು ಆದಾಯ ಪ್ರಮಾಣ ಪತ್ರ, ಬ್ಯಾಂಕ್ ಖಾತೆ ವಿವರಗಳೊಂದಿಗೆ ಅರ್ಜಿ ಸಲ್ಲಿಸಬೇಕು. ಹೆಚ್ಚಿನ ಮಾಹಿತಿಗಾಗಿ ದೂ: 080-29787448 ಸಂಪರ್ಕಿಸಬಹುದು ಎಂದು ಜಿಲ್ಲಾ ಅಧಿಕಾರಿಗಳು ತಿಳಿಸಿದ್ದಾರೆ. bbox=[1215, 1185, 1520, 1250]
sidebar-3-title: ಪ್ರೋತ್ಸಾಹಧನಕ್ಕೆ ಅರ್ಜಿ ಆಹ್ವಾನ bbox=[1215, 929, 1520, 956]
article-4-col3: ಸಾಹಿತ್ಯ ಪರಿಷತ್ ಅಧ್ಯಕ್ಷರಾದ ಶ್ರೀ ಕೋಡಿರಂಗಪ್ಪನವರು, ಡಿ.ವೈ.ಎಸ್.ಪಿ. ಶಿವಕುಮಾರ್ ರವರು, ಸಮ್ಮೇಳನಾಧ್ಯಕ್ಷರು ಹಾಗೂ ಗಣ್ಯರು ಉಪಸ್ಥಿತರಿದ್ದರು. ನೃತ್ಯ ಪ್ರದರ್ಶನ ನೀಡಿದ ವಿದ್ಯಾರ್ಥಿಗಳನ್ನು ಸನ್ಮಾನಿಸಲಾಯಿತು. ಪತ್ರಕರ್ತರಾದ ಶ್ರೀ ಟಿ.ಎಸ್.ನಾಗೇಂದ್ರ ಅವರು ಕಾರ್ಯಕ್ರಮ ನಿರೂಪಿಸಿದರು. bbox=[888, 1664, 1199, 1730]
column-header-sl: ಕ್ರ.ಸಂ. bbox=[1140, 1960, 1180, 1979]
temple-photo bbox=[6, 1363, 274, 1678]
tender-org: ಬೃಹತ್ ಬೆಂಗಳೂರು ಮಹಾನಗರ ಪಾಲಿಕೆ bbox=[1198, 1787, 1427, 1808]
article-5-col1: ಚಿಕ್ಕನಾಯಕನಹಳ್ಳಿ: ಪಟ್ಟಣದಲ್ಲಿ 68 ವಾರ್ಡಗಳಿಂದ ಪ್ರತಿ ನೀಡುವುದರ ಜನಸ್ನೇಹಿ ಕಾರ್ಯಕ್ರಮವಾದ ಮನೆಬಾಗಿಲಿಗೆ ಮನೆಮಗ ಕಾರ್ಯಕ್ರಮದಡಿ ಶಾಸಕರು ಸಾರ್ವಜನಿಕರ ಸಮಸ್ಯೆಗಳನ್ನು ಆಲಿಸಿದರು. ಸಾರ್ವಜನಿಕರು ಅರ್ಜಿಗಳನ್ನು ನೀಡಿದ್ದು, ಸ್ಥಳದಲ್ಲೇ ಪರಿಹಾರ ನೀಡುವ ಪ್ರಯತ್ನ ನಡೆಯಿತು. ಹಲವಾರು ಹೋಬಳಿಯ ಹೊಸ ಹೊಸ ಸಮಸ್ಯೆಗಳು ಕೂಡ ಕೇಳಿ ಬಂದವು. ಶಾಸಕರು ಸಂಬಂಧಪಟ್ಟ ಅಧಿಕಾರಿಗಳಿಗೆ ತಕ್ಷಣ ಕ್ರಮ ಕೈಗೊಳ್ಳಲು ಸೂಚಿಸಿದರು. bbox=[6, 1847, 249, 1981]
sidebar-2-body: ಬೆಂ.ಗ್ರಾ.: 2025-26ನೇ ಸಾಲಿನಲ್ಲಿ ಅಲ್ಪಸಂಖ್ಯಾತರ ಕಲ್ಯಾಣ ಇಲಾಖೆಯ ವ್ಯಾಪ್ತಿಯಲ್ಲಿ ಕಾರ್ಯನಿರ್ವಹಿಸುತ್ತಿರುವ ಮೆಟ್ರಿಕ್ ಪೂರ್ವ ಮತ್ತು ಮೆಟ್ರಿಕ್ ನಂತರದ ವಿದ್ಯಾರ್ಥಿನಿಲಯಗಳಿಗೆ ಪ್ರವೇಶ ಪಡೆಯಲು ಅರ್ಹ ವಿದ್ಯಾರ್ಥಿಗಳಿಂದ ಆನ್‌ಲೈನ್ ಮೂಲಕ ಅರ್ಜಿ ಆಹ್ವಾನಿಸಲಾಗಿದೆ. ಅರ್ಹ ವಿದ್ಯಾರ್ಥಿಗಳು https://shp.karnataka.gov.in ಮೂಲಕ ಅರ್ಜಿಯನ್ನು ಸಲ್ಲಿಸಬೇಕು. ಜೂನ್ 28 ಅರ್ಜಿ ಸಲ್ಲಿಸಲು ಕೊನೆಯ ದಿನಾಂಕವಾಗಿದೆ. ಹೆಚ್ಚಿನ ಮಾಹಿತಿಗಾಗಿ ಜಿಲ್ಲಾ ಅಲ್ಪಸಂಖ್ಯಾತರ ಕಲ್ಯಾಣಾಧಿಕಾರಿಗಳ ಕಚೇರಿ ದೂ: 8277799990 ಸಂಪರ್ಕಿಸಬಹುದು. ದೇವನಹಳ್ಳಿ ತಾಲ್ಲೂಕು 9731017483, ದೊಡ್ಡಬಳ್ಳಾಪುರ 9742998287, ಹೊಸಕೋಟೆ 9886400832, ನೆಲಮಂಗಲ 8317403213 ಸಂಖ್ಯೆಗಳನ್ನು ಸಂಪರ್ಕಿಸಬಹುದು. bbox=[1215, 281, 1520, 465]
page-number: 3 bbox=[1467, 0, 1511, 73]
article-5-col2: ಅರ್ಜಿಗಳ ವಿಲೇವಾರಿಯಲ್ಲಿ ಯಾವುದೇ ವಿಳಂಬ ಮಾಡಬಾರದು ಎಂದು ಸೂಚಿಸಿದರು. ಕಾರ್ಯಕ್ರಮದಲ್ಲಿ ತಹಶೀಲ್ದಾರ್, ಕಾರ್ಯನಿರ್ವಾಹಕ ಅಧಿಕಾರಿ, ಪುರಸಭೆ ಮುಖ್ಯಾಧಿಕಾರಿ ಸೇರಿದಂತೆ ವಿವಿಧ ಇಲಾಖೆಗಳ ಅಧಿಕಾರಿಗಳು ಹಾಜರಿದ್ದರು. bbox=[257, 1847, 500, 1913]
article-3-col1: ಬೆಂಗಳೂರು: ಎಸ್ ಎಸ್ ಎಲ್ ಸಿ ಫಲಿತಾಂಶದಲ್ಲಿ ಏಕೆ ಕಂಡಿರುವುದಕ್ಕೆ ಯಾರು ಹೊಣೆ? ಶಾಲೆಗಳಲ್ಲಿ ಶಿಕ್ಷಕರ ಕೊರತೆ ಹಾಗೂ ಮೂಲಸೌಲಭ್ಯ ಒದಗಿಸಲು ಸರ್ಕಾರ ಸಿದ್ಧವಿದೆ. ಶಿಕ್ಷಕರು ಆಸಕ್ತಿಯಿಂದ ಕೆಲಸ ಮಾಡಿದರೆ ಉತ್ತಮ ಫಲಿತಾಂಶ ಸಾಧ್ಯ ಎಂದು ಮುಖ್ಯಮಂತ್ರಿ ಸಿದ್ದರಾಮಯ್ಯ ತಿಳಿಸಿದರು. ಇಂದು ವಿಧಾನ ಸೌಧದ ಸಮ್ಮೇಳನ ಸಭಾಂಗಣದಲ್ಲಿ ಜಿಲ್ಲಾಧಿಕಾರಿಗಳು ಹಾಗೂ ಜಿಲ್ಲಾ ಪಂಚಾಯತ್ ಮುಖ್ಯ ಕಾರ್ಯನಿರ್ವಾಹಕ ಅಧಿಕಾರಿಗಳೊಂದಿಗೆ ಶಿಕ್ಷಣ ಇಲಾಖೆಯ ಪ್ರಗತಿ ಪರಿಶೀಲನಾ ಸಭೆ ನಡೆಸಿ ಮಾತನಾಡಿದರು. ಶಾಲಾ ದಾಖಲಾತಿ ಹೆಚ್ಚಿಸಲು ಕ್ರಮ ಕೈಗೊಳ್ಳಬೇಕು. ಶಾಲೆಗಳಲ್ಲಿ ಶೌಚಾಲಯ, ಕುಡಿಯುವ ನೀರು ಹಾಗೂ ಕಟ್ಟಡ ದುರಸ್ತಿ ಕಾರ್ಯ ಸಮಯಕ್ಕೆ ಪೂರ್ಣಗೊಳಿಸಬೇಕು. ವಿದೇಶ ಶಿಕ್ಷಣ ವಿದ್ಯಾರ್ಥಿ ವೇತನ ಹಾಗೂ ಬಿಸಿಯೂಟ ಯೋಜನೆ ಸಮರ್ಪಕವಾಗಿ ಅನುಷ್ಠಾನಗೊಳಿಸಬೇಕು. ಮಕ್ಕಳ ಕಲಿಕಾ ಮಟ್ಟವನ್ನು ಸುಧಾರಿಸಲು ವಿಶೇಷ ತರಗತಿಗಳನ್ನು ನಡೆಸಬೇಕು. bbox=[494, 591, 716, 861]
